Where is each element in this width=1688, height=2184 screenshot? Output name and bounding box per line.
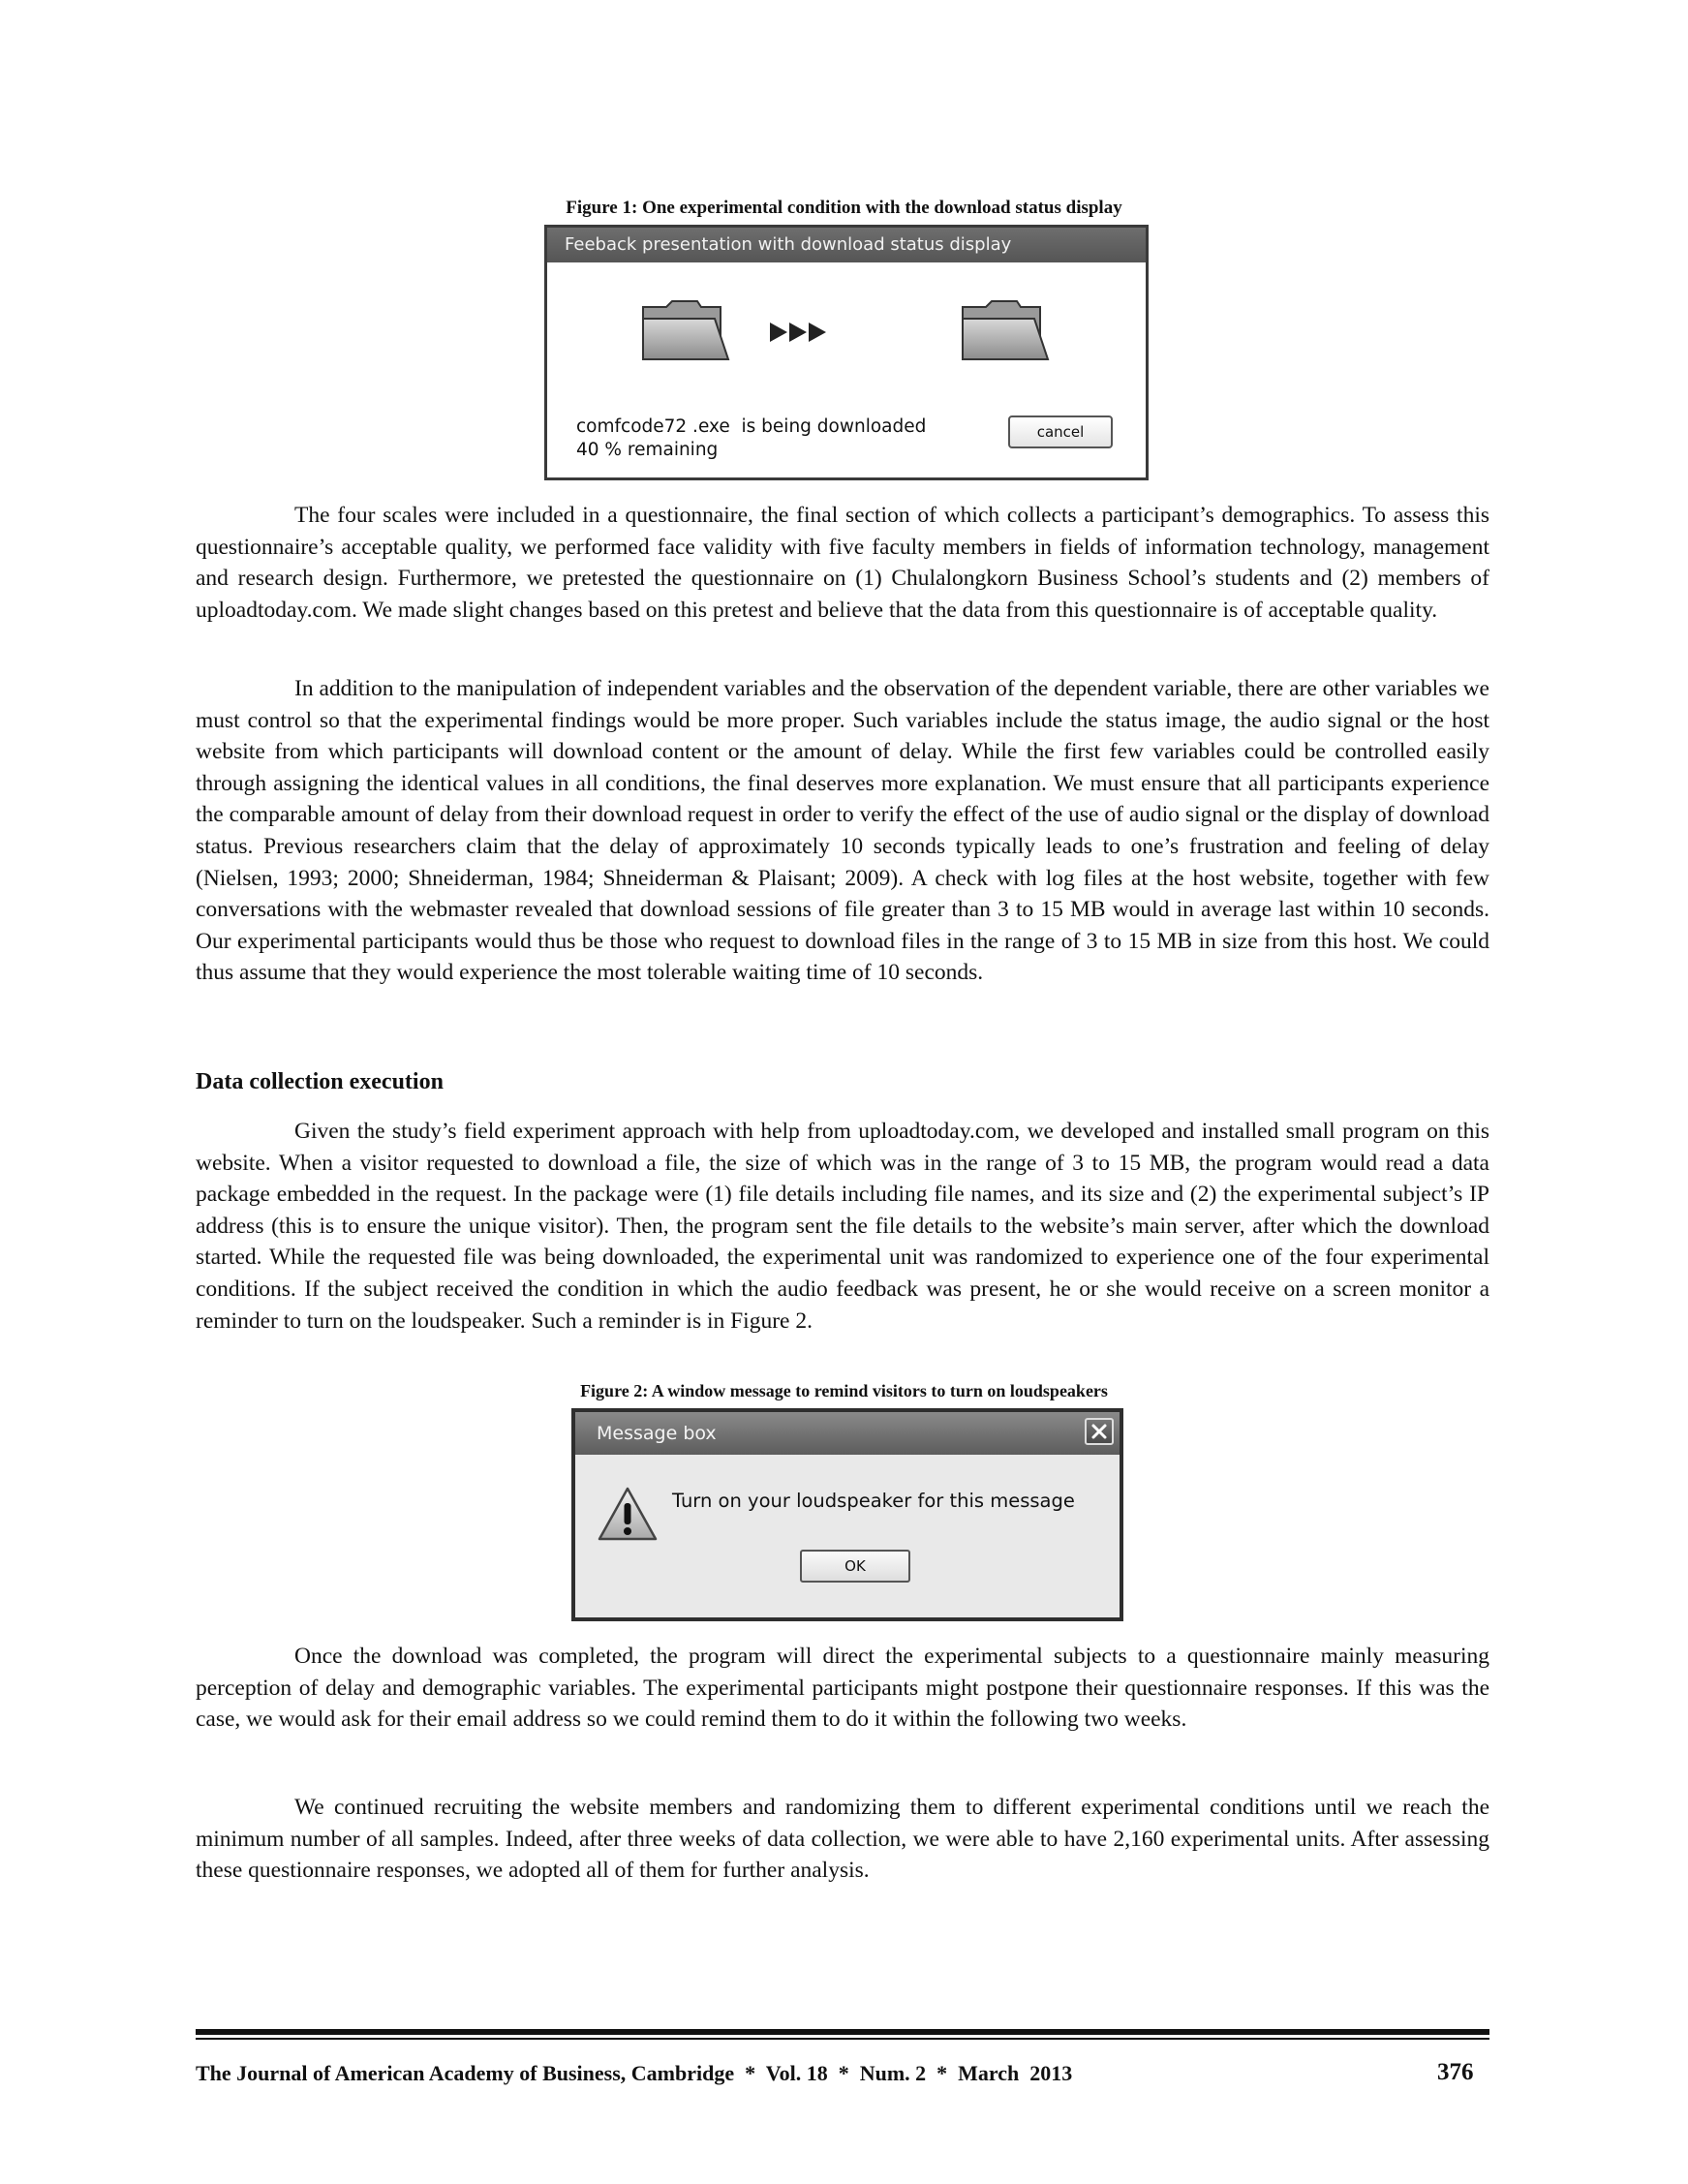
ok-button[interactable]: OK <box>800 1550 910 1583</box>
download-status-window <box>544 225 1149 480</box>
message-box-window <box>571 1408 1123 1621</box>
paragraph-text: Once the download was completed, the program will direct the experimental subjects to a questionnaire mainly measuring perception of delay and demographic variables. The experimental participants might postpone their questionnaire responses. If this was the case, we would ask for their email address so we could remind them to do it within the following two weeks. <box>196 1644 1489 1733</box>
paragraph-text: We continued recruiting the website members and randomizing them to different experimental conditions until we reach the minimum number of all samples. Indeed, after three weeks of data collection, we were able to have 2,160 experimental units. After assessing these questionnaire responses, we adopted all of them for further analysis. <box>196 1795 1489 1884</box>
window-title <box>575 1412 1120 1455</box>
warning-icon <box>597 1486 659 1542</box>
message-text: Turn on your loudspeaker for this message <box>672 1490 1075 1512</box>
figure-2-caption: Figure 2: A window message to remind visitors to turn on loudspeakers <box>580 1381 1108 1400</box>
window-title: Feeback presentation with download status display <box>547 228 1146 262</box>
paragraph-text: Given the study’s field experiment approach with help from uploadtoday.com, we developed and installed small program on this website. When a visitor requested to download a file, the size of which was in the range of 3 to 15 MB, the program would read a data package embedded in the request. In the package were (1) file details including file names, and its size and (2) the experimental subject’s IP address (this is to ensure the unique visitor). Then, the program sent the file details to the website’s main server, after which the download started. While the requested file was being downloaded, the experimental unit was randomized to experience one of the four experimental conditions. If the subject received the condition in which the audio feedback was present, he or she would receive on a screen monitor a reminder to turn on the loudspeaker. Such a reminder is in Figure 2. <box>196 1119 1489 1334</box>
page-number: 376 <box>1437 2059 1474 2085</box>
section-heading: Data collection execution <box>196 1069 444 1094</box>
paragraph <box>196 1641 1489 1736</box>
paragraph-text: The four scales were included in a questionnaire, the final section of which collects a participant’s demographics. To assess this questionnaire’s acceptable quality, we performed face validity with five faculty members in fields of information technology, management and research design. Furthermore, we pretested the questionnaire on (1) Chulalongkorn Business School’s students and (2) members of uploadtoday.com. We made slight changes based on this pretest and believe that the data from this questionnaire is of acceptable quality. <box>196 503 1489 623</box>
footer-journal: The Journal of American Academy of Business, Cambridge * Vol. 18 * Num. 2 * March 2013 <box>196 2061 1073 2085</box>
paragraph <box>196 1116 1489 1337</box>
folder-icon <box>959 297 1052 363</box>
close-icon[interactable] <box>1085 1418 1114 1445</box>
paragraph <box>196 673 1489 989</box>
paragraph <box>196 500 1489 626</box>
footer-rule <box>196 2038 1489 2040</box>
folder-icon <box>639 297 732 363</box>
figure-1-caption: Figure 1: One experimental condition with the download status display <box>566 198 1122 218</box>
paragraph-text: In addition to the manipulation of independent variables and the observation of the dependent variable, there are other variables we must control so that the experimental findings would be more proper. Such variables include the status image, the audio signal or the host website from which participants will download content or the amount of delay. While the first few variables could be controlled easily through assigning the identical values in all conditions, the final deserves more explanation. We must ensure that all participants experience the comparable amount of delay from their download request in order to verify the effect of the use of audio signal or the display of download status. Previous researchers claim that the delay of approximately 10 seconds typically leads to one’s frustration and feeling of delay (Nielsen, 1993; 2000; Shneiderman, 1984; Shneiderman & Plaisant; 2009). A check with log files at the host website, together with few conversations with the webmaster revealed that download sessions of file greater than 3 to 15 MB would in average last within 10 seconds. Our experimental participants would thus be those who request to download files in the range of 3 to 15 MB in size from this host. We could thus assume that they would experience the most tolerable waiting time of 10 seconds. <box>196 676 1489 986</box>
download-status-text <box>576 415 926 462</box>
download-remaining-line: 40 % remaining <box>576 440 719 460</box>
download-filename-line: comfcode72 .exe is being downloaded <box>576 416 927 437</box>
paragraph <box>196 1792 1489 1887</box>
footer-rule <box>196 2029 1489 2035</box>
cancel-button[interactable]: cancel <box>1008 415 1113 448</box>
arrows-icon <box>768 321 830 344</box>
window-title-text: Message box <box>597 1423 717 1444</box>
